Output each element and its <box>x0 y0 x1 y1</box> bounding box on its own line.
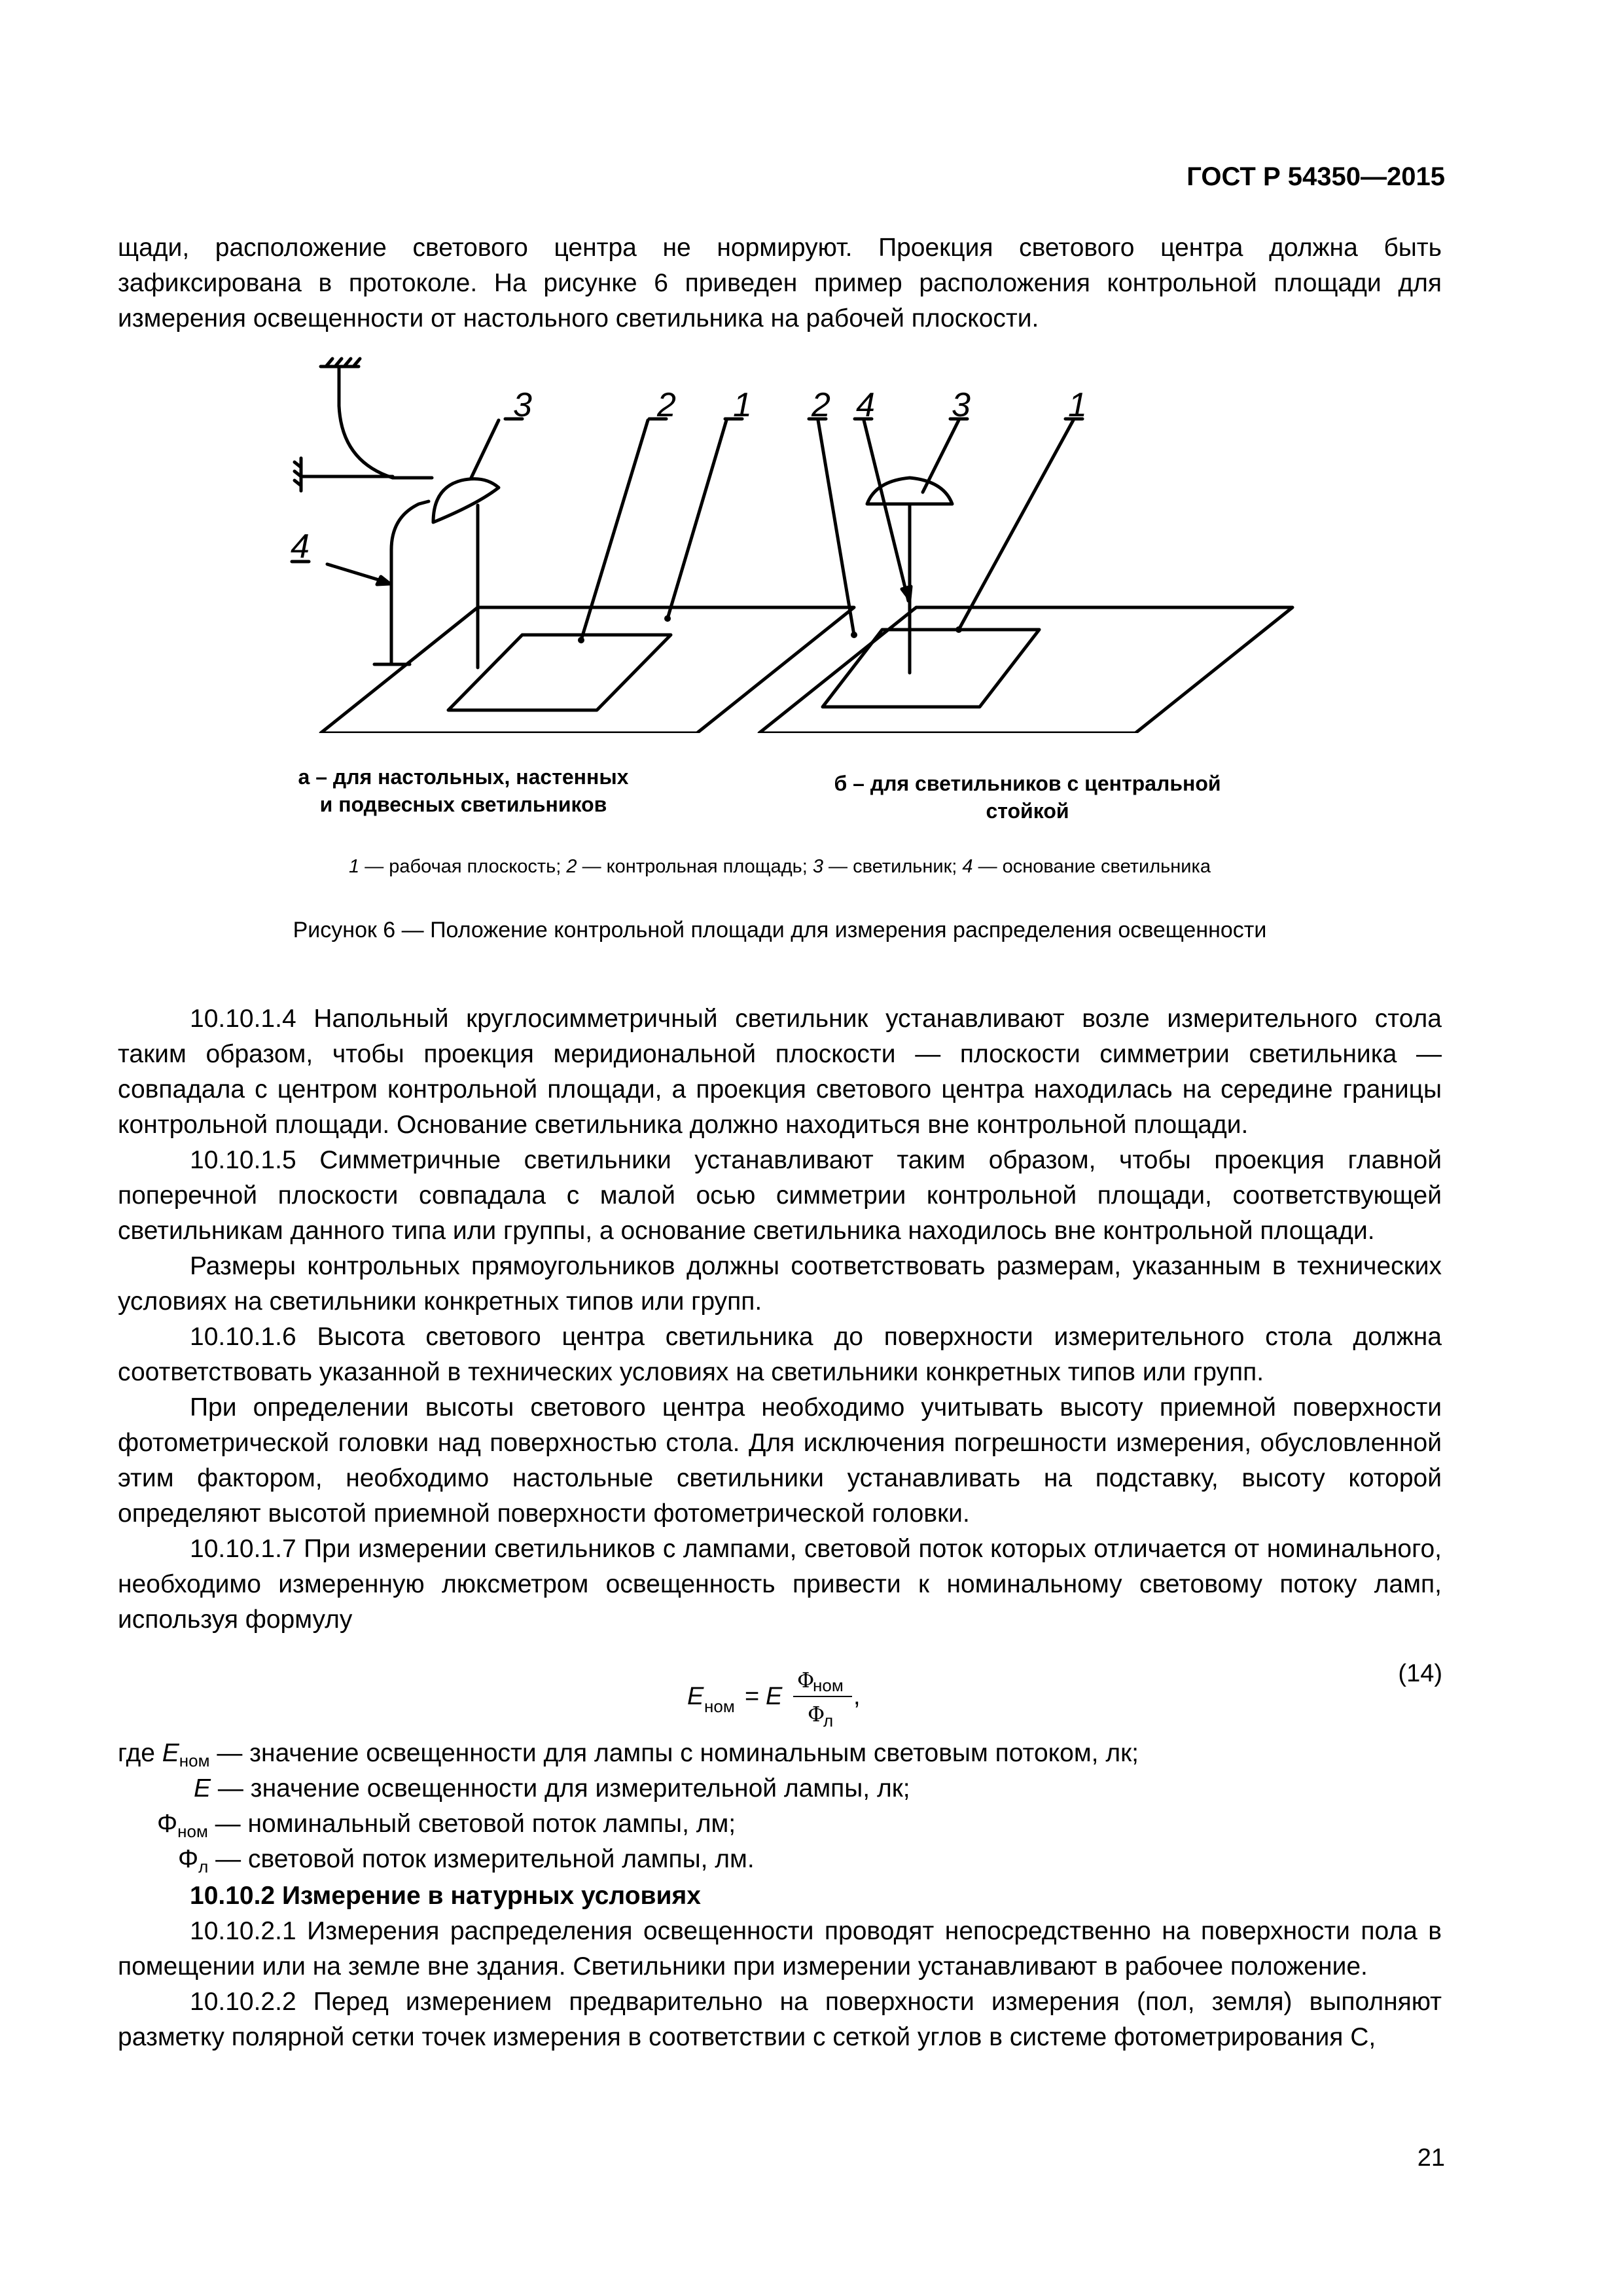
label-a-4: 4 <box>291 528 310 565</box>
formula-den-sub: л <box>823 1711 834 1731</box>
figure-6-drawing <box>262 353 1322 733</box>
figure-caption-b <box>812 770 1243 825</box>
figure-legend <box>118 856 1442 878</box>
definition-text: — значение освещенности для лампы с номинальным световым потоком, лк; <box>209 1739 1139 1767</box>
formula-num-sub: ном <box>813 1676 844 1695</box>
work-plane-a <box>321 607 854 733</box>
paragraph-10-10-1-7: 10.10.1.7 При измерении светильников с лампами, световой поток которых отличается от номинального, необходимо измеренную люксметром освещенность привести к номинальному световому потоку ламп, используя формулу <box>118 1535 1442 1634</box>
label-b-1: 1 <box>1068 386 1087 424</box>
section-heading: 10.10.2 Измерение в натурных условиях <box>190 1882 701 1910</box>
lamp-shade-a <box>433 479 499 522</box>
definition-subscript: ном <box>177 1821 208 1841</box>
paragraph-height: При определении высоты светового центра необходимо учитывать высоту приемной поверхности фотометрической головки над поверхностью стола. Для исключения погрешности измерения, обусловленной этим фактором, необходимо настольные светильники устанавливать на подставку, высоту которой определяют высотой приемной поверхности фотометрической головки. <box>118 1393 1442 1528</box>
page-number: 21 <box>1417 2144 1445 2172</box>
section-10-10-2 <box>118 1878 1442 2055</box>
label-b-2: 2 <box>812 386 830 424</box>
definition-row <box>118 1736 1139 1771</box>
formula-eq: = <box>745 1683 760 1710</box>
definition-text: — значение освещенности для измерительной лампы, лк; <box>211 1774 910 1803</box>
paragraph-10-10-1-5: 10.10.1.5 Симметричные светильники устанавливают таким образом, чтобы проекция главной поперечной плоскости совпадала с малой осью симметрии контрольной площади, соответствующей светильникам данного типа или группы, а основание светильника находилось вне контрольной площади. <box>118 1146 1442 1245</box>
formula-den: Φ <box>808 1702 825 1727</box>
definition-symbol: Φ <box>157 1810 178 1838</box>
body-paragraphs <box>118 1001 1442 1638</box>
intro-paragraph <box>118 230 1442 336</box>
label-a-1: 1 <box>733 386 752 424</box>
formula-num: Φ <box>797 1668 815 1693</box>
legend-text-2: — контрольная площадь; <box>577 856 813 877</box>
label-b-4: 4 <box>856 386 875 424</box>
legend-text-4: — основание светильника <box>972 856 1211 877</box>
control-area-b <box>823 630 1039 707</box>
label-b-3: 3 <box>952 386 971 424</box>
legend-num-1: 1 <box>349 856 360 877</box>
definition-subscript: л <box>198 1857 209 1876</box>
formula-e: E <box>766 1683 783 1710</box>
legend-text-3: — светильник; <box>823 856 963 877</box>
label-a-3: 3 <box>513 386 532 424</box>
legend-num-2: 2 <box>566 856 577 877</box>
work-plane-b <box>759 607 1293 733</box>
definition-row <box>118 1842 1139 1877</box>
definition-text: — номинальный световой поток лампы, лм; <box>207 1810 736 1838</box>
paragraph-10-10-2-2: 10.10.2.2 Перед измерением предварительно на поверхности измерения (пол, земля) выполняют разметку полярной сетки точек измерения в соответствии с сеткой углов в системе фотометрирования C, <box>118 1988 1442 2051</box>
intro-text: щади, расположение светового центра не нормируют. Проекция светового центра должна быть зафиксирована в протоколе. На рисунке 6 приведен пример расположения контрольной площади для измерения освещенности от настольного светильника на рабочей плоскости. <box>118 234 1442 332</box>
formula-lhs: E <box>687 1683 704 1710</box>
formula-tail: , <box>853 1683 861 1710</box>
caption-b-line1: б – для светильников с центральной <box>834 772 1221 795</box>
paragraph-sizes: Размеры контрольных прямоугольников должны соответствовать размерам, указанным в технических условиях на светильники конкретных типов или групп. <box>118 1252 1442 1316</box>
paragraph-10-10-1-6: 10.10.1.6 Высота светового центра светильника до поверхности измерительного стола должна соответствовать указанной в технических условиях на светильники конкретных типов или групп. <box>118 1323 1442 1386</box>
control-area-a <box>448 635 671 710</box>
legend-text-1: — рабочая плоскость; <box>359 856 567 877</box>
definition-symbol: E <box>162 1739 179 1767</box>
equation-number: (14) <box>1398 1660 1442 1687</box>
label-a-2: 2 <box>657 386 676 424</box>
legend-num-3: 3 <box>812 856 823 877</box>
drawing-b <box>759 419 1293 733</box>
definition-symbol: E <box>194 1774 211 1803</box>
caption-a-line1: а – для настольных, настенных <box>298 765 629 789</box>
figure-caption-a <box>274 763 653 818</box>
definition-prefix: где <box>118 1739 162 1767</box>
caption-b-line2: стойкой <box>986 799 1069 823</box>
paragraph-10-10-1-4: 10.10.1.4 Напольный круглосимметричный светильник устанавливают возле измерительного стола таким образом, чтобы проекция меридиональной плоскости — плоскости симметрии светильника — совпадала с центром контрольной площади, а проекция светового центра находилась на середине границы контрольной площади. Основание светильника должно находиться вне контрольной площади. <box>118 1005 1442 1139</box>
definition-row <box>118 1771 1139 1806</box>
definition-symbol: Φ <box>178 1845 199 1873</box>
formula-lhs-sub: ном <box>704 1696 735 1716</box>
standard-header: ГОСТ Р 54350—2015 <box>1186 162 1445 191</box>
paragraph-10-10-2-1: 10.10.2.1 Измерения распределения освещенности проводят непосредственно на поверхности пола в помещении или на земле вне здания. Светильники при измерении устанавливают в рабочее положение. <box>118 1917 1442 1981</box>
drawing-a <box>292 359 854 733</box>
figure-title: Рисунок 6 — Положение контрольной площади для измерения распределения освещенности <box>293 918 1267 942</box>
definition-subscript: ном <box>179 1751 210 1770</box>
definition-row <box>118 1806 1139 1842</box>
formula-14 <box>681 1653 877 1732</box>
definitions-list <box>118 1736 1139 1877</box>
definition-text: — световой поток измерительной лампы, лм. <box>208 1845 755 1873</box>
legend-num-4: 4 <box>962 856 973 877</box>
caption-a-line2: и подвесных светильников <box>319 793 607 816</box>
